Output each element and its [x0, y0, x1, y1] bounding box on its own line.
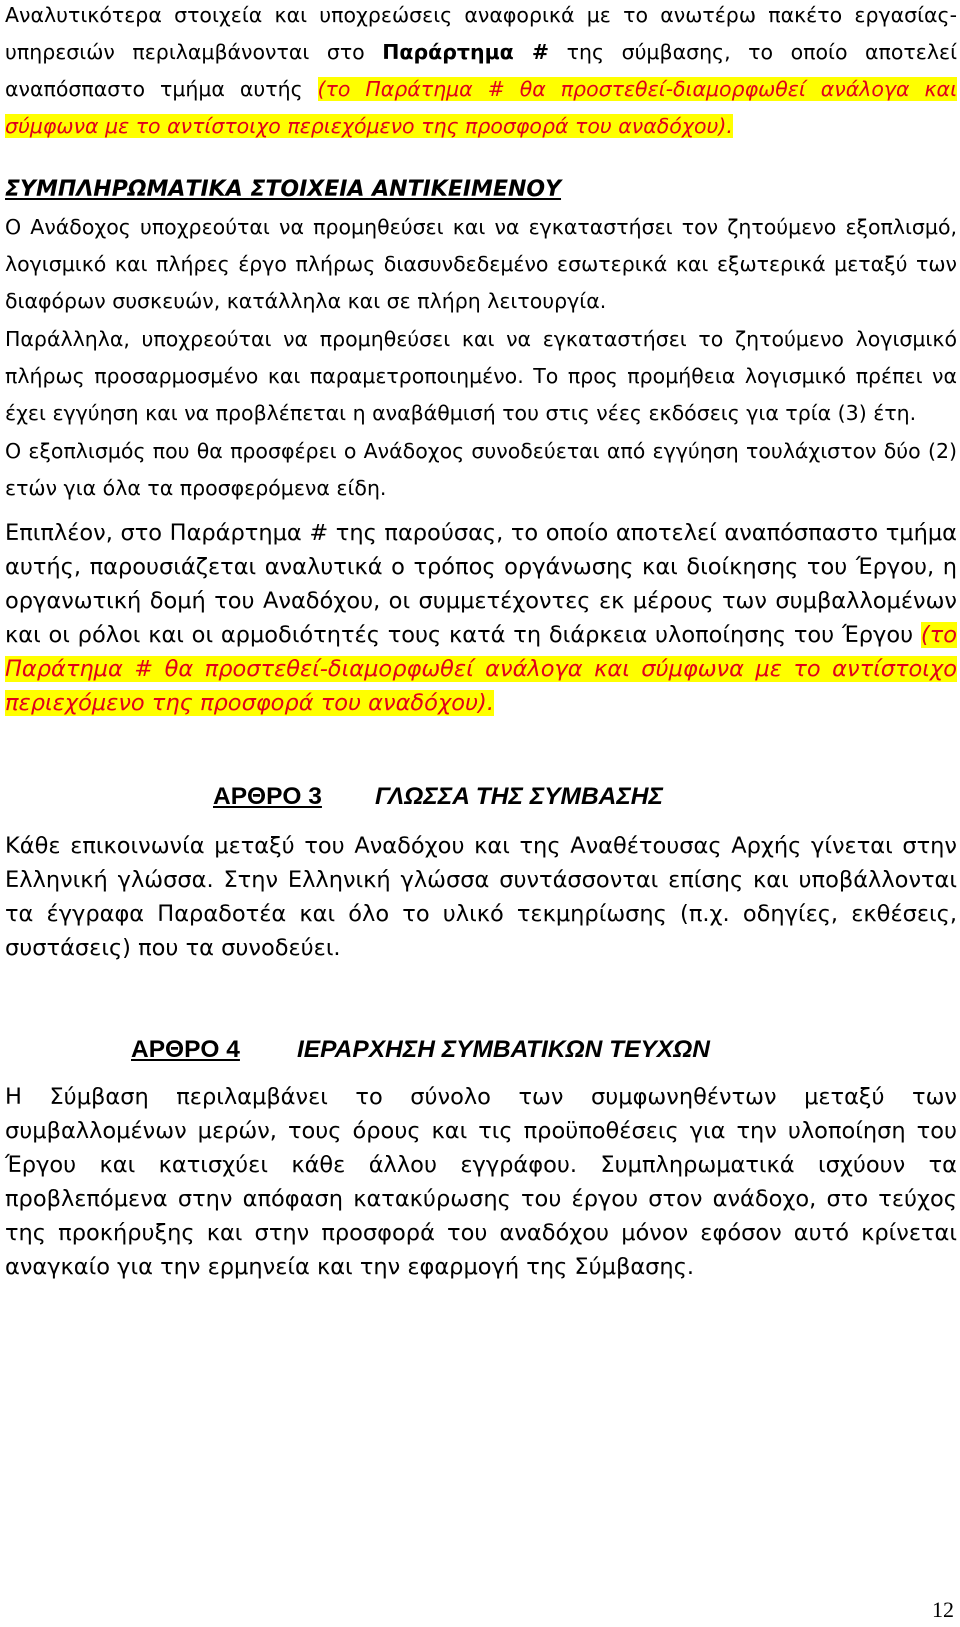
supplementary-paragraph-3: Ο εξοπλισμός που θα προσφέρει ο Ανάδοχος συνοδεύεται από εγγύηση τουλάχιστον δύο (2) ετών για όλα τα προσφερόμενα είδη.	[5, 439, 957, 500]
organisation-annex-note: (το Παράτημα # θα προστεθεί-διαμορφωθεί ανάλογα και σύμφωνα με το αντίστοιχο περιεχόμενο της προσφορά του αναδόχου).	[5, 622, 957, 716]
organisation-paragraph	[5, 516, 957, 720]
supplementary-paragraph-2: Παράλληλα, υποχρεούται να προμηθεύσει και να εγκαταστήσει το ζητούμενο λογισμικό πλήρως προσαρμοσμένο και παραμετροποιημένο. Το προς προμήθεια λογισμικό πρέπει να έχει εγγύηση και να προβλέπεται η αναβάθμισή του στις νέες εκδόσεις για τρία (3) έτη.	[5, 327, 957, 425]
article-3-title: ΓΛΩΣΣΑ ΤΗΣ ΣΥΜΒΑΣΗΣ	[375, 783, 663, 810]
supplementary-paragraph-1: Ο Ανάδοχος υποχρεούται να προμηθεύσει και να εγκαταστήσει τον ζητούμενο εξοπλισμό, λογισμικό και πλήρες έργο πλήρως διασυνδεδεμένο εσωτερικά και εξωτερικά μεταξύ των διαφόρων συσκευών, κατάλληλα και σε πλήρη λειτουργία.	[5, 215, 957, 313]
article-3-heading	[5, 777, 957, 817]
article-4-number: ΑΡΘΡΟ 4	[131, 1036, 240, 1063]
page-number: 12	[932, 1597, 954, 1622]
intro-paragraph	[5, 0, 957, 145]
article-3-number: ΑΡΘΡΟ 3	[213, 783, 322, 810]
document-page	[5, 0, 957, 1284]
article-3-text: Κάθε επικοινωνία μεταξύ του Αναδόχου και της Αναθέτουσας Αρχής γίνεται στην Ελληνική γλώσσα. Στην Ελληνική γλώσσα συντάσσονται επίσης και υποβάλλονται τα έγγραφα Παραδοτέα και όλο το υλικό τεκμηρίωσης (π.χ. οδηγίες, εκθέσεις, συστάσεις) που τα συνοδεύει.	[5, 833, 957, 961]
supplementary-heading: ΣΥΜΠΛΗΡΩΜΑΤΙΚΑ ΣΤΟΙΧΕΙΑ ΑΝΤΙΚΕΙΜΕΝΟΥ	[5, 177, 562, 202]
intro-annex-note: (το Παράτημα # θα προστεθεί-διαμορφωθεί ανάλογα και σύμφωνα με το αντίστοιχο περιεχόμενο της προσφορά του αναδόχου).	[5, 77, 957, 138]
intro-text-a: Αναλυτικότερα στοιχεία και υποχρεώσεις αναφορικά με το ανωτέρω πακέτο εργασίας-υπηρεσιών περιλαμβάνονται στο	[5, 3, 957, 64]
organisation-text: Επιπλέον, στο Παράρτημα # της παρούσας, το οποίο αποτελεί αναπόσπαστο τμήμα αυτής, παρουσιάζεται αναλυτικά ο τρόπος οργάνωσης και διοίκησης του Έργου, η οργανωτική δομή του Αναδόχου, οι συμμετέχοντες εκ μέρους των συμβαλλομένων και οι ρόλοι και οι αρμοδιότητές τους κατά τη διάρκεια υλοποίησης του Έργου	[5, 520, 957, 648]
intro-annex-reference: Παράρτημα #	[382, 40, 550, 64]
article-4-heading	[5, 1030, 957, 1070]
article-4-title: ΙΕΡΑΡΧΗΣΗ ΣΥΜΒΑΤΙΚΩΝ ΤΕΥΧΩΝ	[297, 1036, 710, 1063]
intro-text-b: της σύμβασης, το οποίο αποτελεί αναπόσπαστο τμήμα αυτής	[5, 40, 958, 101]
article-4-text: Η Σύμβαση περιλαμβάνει το σύνολο των συμφωνηθέντων μεταξύ των συμβαλλομένων μερών, τους όρους και τις προϋποθέσεις για την υλοποίηση του Έργου και κατισχύει κάθε άλλου εγγράφου. Συμπληρωματικά ισχύουν τα προβλεπόμενα στην απόφαση κατακύρωσης του έργου στον ανάδοχο, στο τεύχος της προκήρυξης και στην προσφορά του αναδόχου μόνον εφόσον αυτό κρίνεται αναγκαίο για την ερμηνεία και την εφαρμογή της Σύμβασης.	[5, 1084, 957, 1280]
